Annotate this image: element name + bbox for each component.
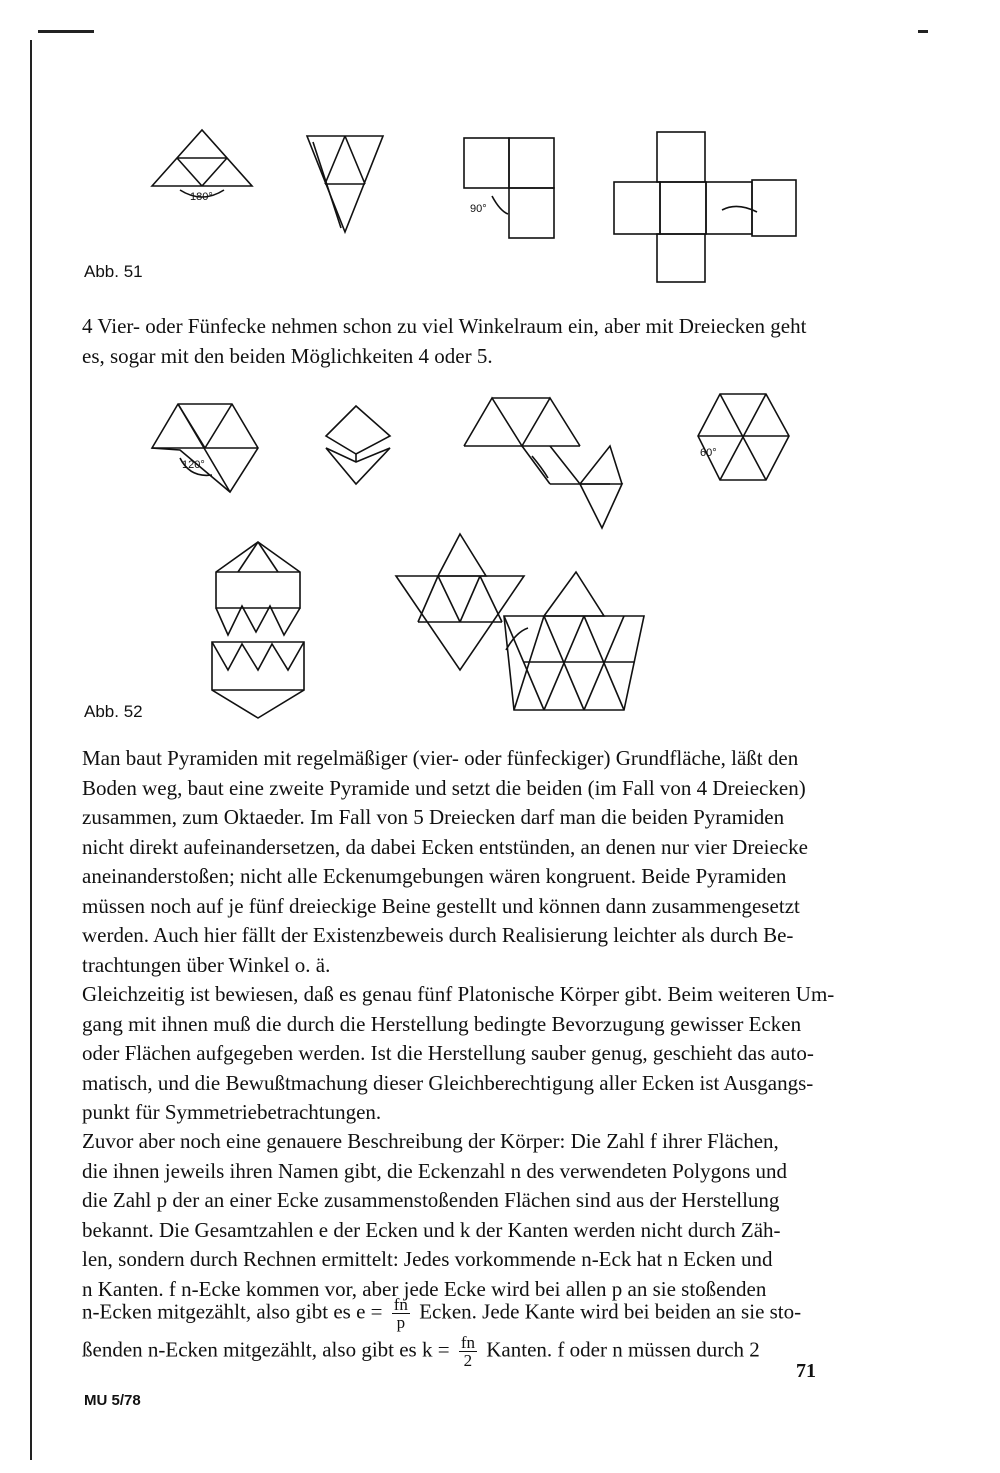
text-line: die Zahl p der an einer Ecke zusammenstoßenden Flächen sind aus der Herstellung [82, 1188, 780, 1212]
intro-paragraph [82, 312, 822, 371]
fraction-k-numerator: fn [460, 1333, 475, 1352]
formula-k-before: ßenden n-Ecken mitgezählt, also gibt es k = [82, 1337, 455, 1362]
page-margin-rule [30, 40, 32, 1460]
text-line: punkt für Symmetriebetrachtungen. [82, 1100, 382, 1124]
footer-journal-ref: MU 5/78 [84, 1392, 141, 1409]
text-line: 4 Vier- oder Fünfecke nehmen schon zu viel Winkelraum ein, aber mit Dreiecken geht [82, 314, 807, 338]
fraction-k-denominator: 2 [463, 1351, 473, 1370]
text-line: Gleichzeitig ist bewiesen, daß es genau fünf Platonische Körper gibt. Beim weiteren Um- [82, 982, 835, 1006]
fraction-e-denominator: p [396, 1313, 406, 1332]
text-line: müssen noch auf je fünf dreieckige Beine gestellt und können dann zusammengesetzt [82, 893, 800, 918]
formula-line-e [82, 1296, 822, 1331]
page-number: 71 [796, 1360, 816, 1382]
text-line: trachtungen über Winkel o. ä. [82, 952, 331, 977]
paragraph-3 [82, 1127, 822, 1304]
fraction-e-numerator: fn [393, 1295, 408, 1314]
text-line: n Kanten. f n-Ecke kommen vor, aber jede Ecke wird bei allen p an sie stoßenden [82, 1276, 767, 1301]
text-line: Zuvor aber noch eine genauere Beschreibung der Körper: Die Zahl f ihrer Flächen, [82, 1129, 779, 1153]
figure-label-abb-52: Abb. 52 [84, 702, 143, 721]
angle-label-180: 180° [190, 191, 213, 203]
angle-label-120: 120° [182, 459, 205, 471]
text-line: bekannt. Die Gesamtzahlen e der Ecken und k der Kanten werden nicht durch Zäh- [82, 1217, 781, 1242]
angle-label-90: 90° [470, 203, 487, 215]
figure-51-squares [462, 136, 557, 241]
corner-mark-right [918, 30, 928, 33]
text-line: die ihnen jeweils ihren Namen gibt, die Eckenzahl n des verwendeten Polygons und [82, 1158, 788, 1183]
formula-e-before: n-Ecken mitgezählt, also gibt es e = [82, 1299, 388, 1324]
formula-e-after: Ecken. Jede Kante wird bei beiden an sie sto- [413, 1299, 802, 1324]
text-line: len, sondern durch Rechnen ermittelt: Jedes vorkommende n-Eck hat n Ecken und [82, 1247, 773, 1271]
figure-51-triangles-flat [150, 128, 255, 208]
figure-52-octahedron-folded [322, 404, 394, 486]
text-line: werden. Auch hier fällt der Existenzbeweis durch Realisierung leichter als durch Be- [82, 923, 794, 947]
text-line: es, sogar mit den beiden Möglichkeiten 4 oder 5. [82, 343, 493, 368]
text-line: nicht direkt aufeinandersetzen, da dabei Ecken entstünden, an denen nur vier Dreiecke [82, 834, 808, 859]
text-line: Boden weg, baut eine zweite Pyramide und setzt die beiden (im Fall von 4 Dreiecken) [82, 775, 806, 800]
text-line: gang mit ihnen muß die durch die Herstellung bedingte Bevorzugung gewisser Ecken [82, 1011, 802, 1036]
figure-52-icosahedron-net [394, 532, 649, 717]
corner-mark-left [38, 30, 94, 33]
text-line: matisch, und die Bewußtmachung dieser Gleichberechtigung aller Ecken ist Ausgangs- [82, 1070, 814, 1095]
text-line: aneinanderstoßen; nicht alle Eckenumgebungen wären kongruent. Beide Pyramiden [82, 864, 787, 888]
paragraph-2 [82, 980, 835, 1128]
fraction-k [459, 1334, 477, 1369]
figure-52-icosahedron-caps [208, 540, 308, 720]
figure-51-tetrahedron-net [305, 132, 385, 237]
figure-52-octahedron-cap [150, 400, 260, 495]
formula-k-after: Kanten. f oder n müssen durch 2 [481, 1337, 760, 1362]
fraction-e [392, 1296, 410, 1331]
angle-label-60: 60° [700, 447, 717, 459]
text-line: Man baut Pyramiden mit regelmäßiger (vier- oder fünfeckiger) Grundfläche, läßt den [82, 746, 799, 770]
formula-line-k [82, 1334, 822, 1369]
figure-51-cube-net [612, 130, 802, 285]
text-line: zusammen, zum Oktaeder. Im Fall von 5 Dreiecken darf man die beiden Pyramiden [82, 805, 785, 829]
paragraph-1 [82, 744, 822, 980]
text-line: oder Flächen aufgegeben werden. Ist die Herstellung sauber genug, geschieht das auto- [82, 1041, 814, 1065]
figure-52-hexagon-triangles [696, 392, 791, 484]
figure-label-abb-51: Abb. 51 [84, 262, 143, 281]
figure-52-octahedron-net [462, 396, 642, 531]
